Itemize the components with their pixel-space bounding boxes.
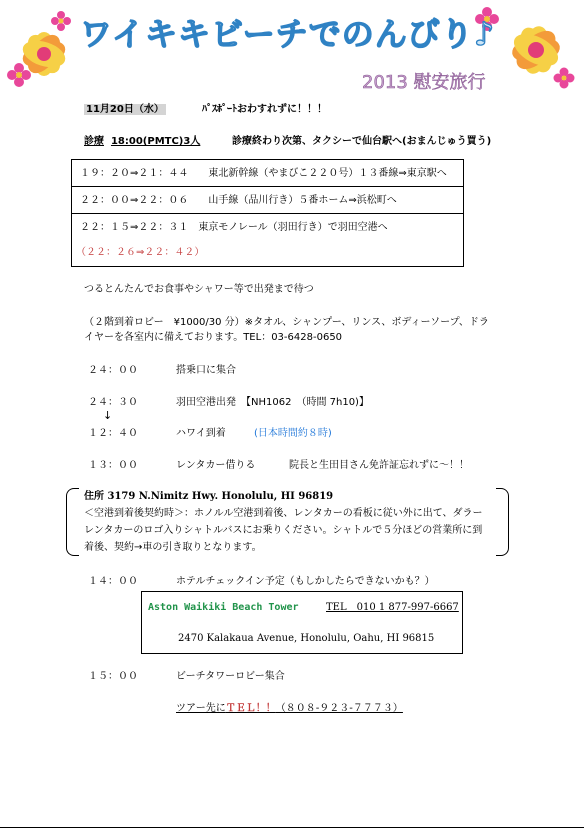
page-subtitle: 2013 慰安旅行 xyxy=(362,72,486,93)
hotel-tel: TEL 010 1 877-997-6667 xyxy=(326,602,459,613)
table-row xyxy=(72,160,463,187)
bracket-left xyxy=(66,488,79,556)
table-row xyxy=(72,214,463,266)
down-arrow-icon: ↓ xyxy=(103,409,113,422)
footer-divider xyxy=(0,827,584,828)
table-row xyxy=(72,187,463,214)
schedule-text: 搭乗口に集合 xyxy=(176,365,236,376)
schedule-time: １２：４０ xyxy=(88,428,138,439)
clinic-line xyxy=(84,135,200,148)
train-schedule-table xyxy=(71,159,464,267)
tour-tel-label: ＴＥＬ！！ xyxy=(225,703,276,714)
passport-reminder: ﾊﾟｽﾎﾟｰﾄおわすれずに！！！ xyxy=(202,104,327,115)
tour-prefix: ツアー先に xyxy=(176,703,226,714)
small-pink-flower-icon xyxy=(50,10,72,32)
clinic-label: 診療 xyxy=(84,136,104,147)
rental-address: 住所 3179 N.Nimitz Hwy. Honolulu, HI 96819 xyxy=(84,491,334,502)
train-row-text: ２２：１５⇒２２：３１ 東京モノレール（羽田行き）で羽田空港へ xyxy=(80,222,388,233)
schedule-text: 羽田空港出発 【NH1062 （時間 7h10)】 xyxy=(176,397,369,408)
lounge-info-line: （２階到着ロビー ¥1000/30 分）※タオル、シャンプー、リンス、ボディーソープ、ドラ xyxy=(84,317,489,328)
rental-instructions: 着後、契約→車の引き取りとなります。 xyxy=(84,542,262,553)
small-pink-flower-icon xyxy=(552,66,576,90)
license-reminder: 院長と生田目さん免許証忘れずに～！！ xyxy=(289,460,469,471)
clinic-note: 診療終わり次第、タクシーで仙台駅へ(おまんじゅう買う) xyxy=(232,136,492,147)
schedule-time: １３：００ xyxy=(88,460,138,471)
train-row-text: １９：２０⇒２１：４４ 東北新幹線（やまびこ２２０号）１３番線⇒東京駅へ xyxy=(80,168,447,179)
schedule-text: ホテルチェックイン予定（もしかしたらできないかも？） xyxy=(176,576,435,587)
train-alt-time: （２２：２６⇒２２：４２） xyxy=(76,247,205,258)
lounge-info-line: イヤーを各室内に備えております。TEL：03-6428-0650 xyxy=(84,332,343,343)
bracket-right xyxy=(496,488,509,556)
schedule-text: レンタカー借りる xyxy=(176,460,256,471)
wait-text: つるとんたんでお食事やシャワー等で出発まで待つ xyxy=(84,284,314,295)
hotel-address: 2470 Kalakaua Avenue, Honolulu, Oahu, HI 96815 xyxy=(178,633,435,644)
arrival-jp-time-note: (日本時間約８時) xyxy=(254,428,332,439)
date-heading xyxy=(84,103,166,116)
rental-instructions: レンタカーのロゴ入りシャトルバスにお乗りください。シャトルで５分ほどの営業所に到 xyxy=(84,525,483,536)
hotel-name: Aston Waikiki Beach Tower xyxy=(148,602,299,613)
schedule-time: １５：００ xyxy=(88,671,138,682)
rental-instructions: ＜空港到着後契約時＞：ホノルル空港到着後、レンタカーの看板に従い外に出て、ダラー xyxy=(84,508,483,519)
schedule-text: ハワイ到着 xyxy=(176,428,226,439)
tour-tel-number: （８０８-９２３-７７７３） xyxy=(275,703,403,714)
tour-tel-line xyxy=(176,702,403,715)
page-title: ワイキキビーチでのんびり♪ xyxy=(80,15,496,53)
schedule-text: ビーチタワーロビー集合 xyxy=(176,671,285,682)
date-label: 11月20日（水） xyxy=(86,104,164,115)
clinic-time: 18:00(PMTC)3人 xyxy=(110,136,201,147)
hotel-info-box xyxy=(141,591,463,654)
schedule-time: ２４：００ xyxy=(88,365,138,376)
small-pink-flower-icon xyxy=(6,62,32,88)
train-row-text: ２２：００⇒２２：０６ 山手線（品川行き）５番ホーム⇒浜松町へ xyxy=(80,195,397,206)
schedule-time: ２４：３０ xyxy=(88,397,138,408)
schedule-time: １４：００ xyxy=(88,576,138,587)
